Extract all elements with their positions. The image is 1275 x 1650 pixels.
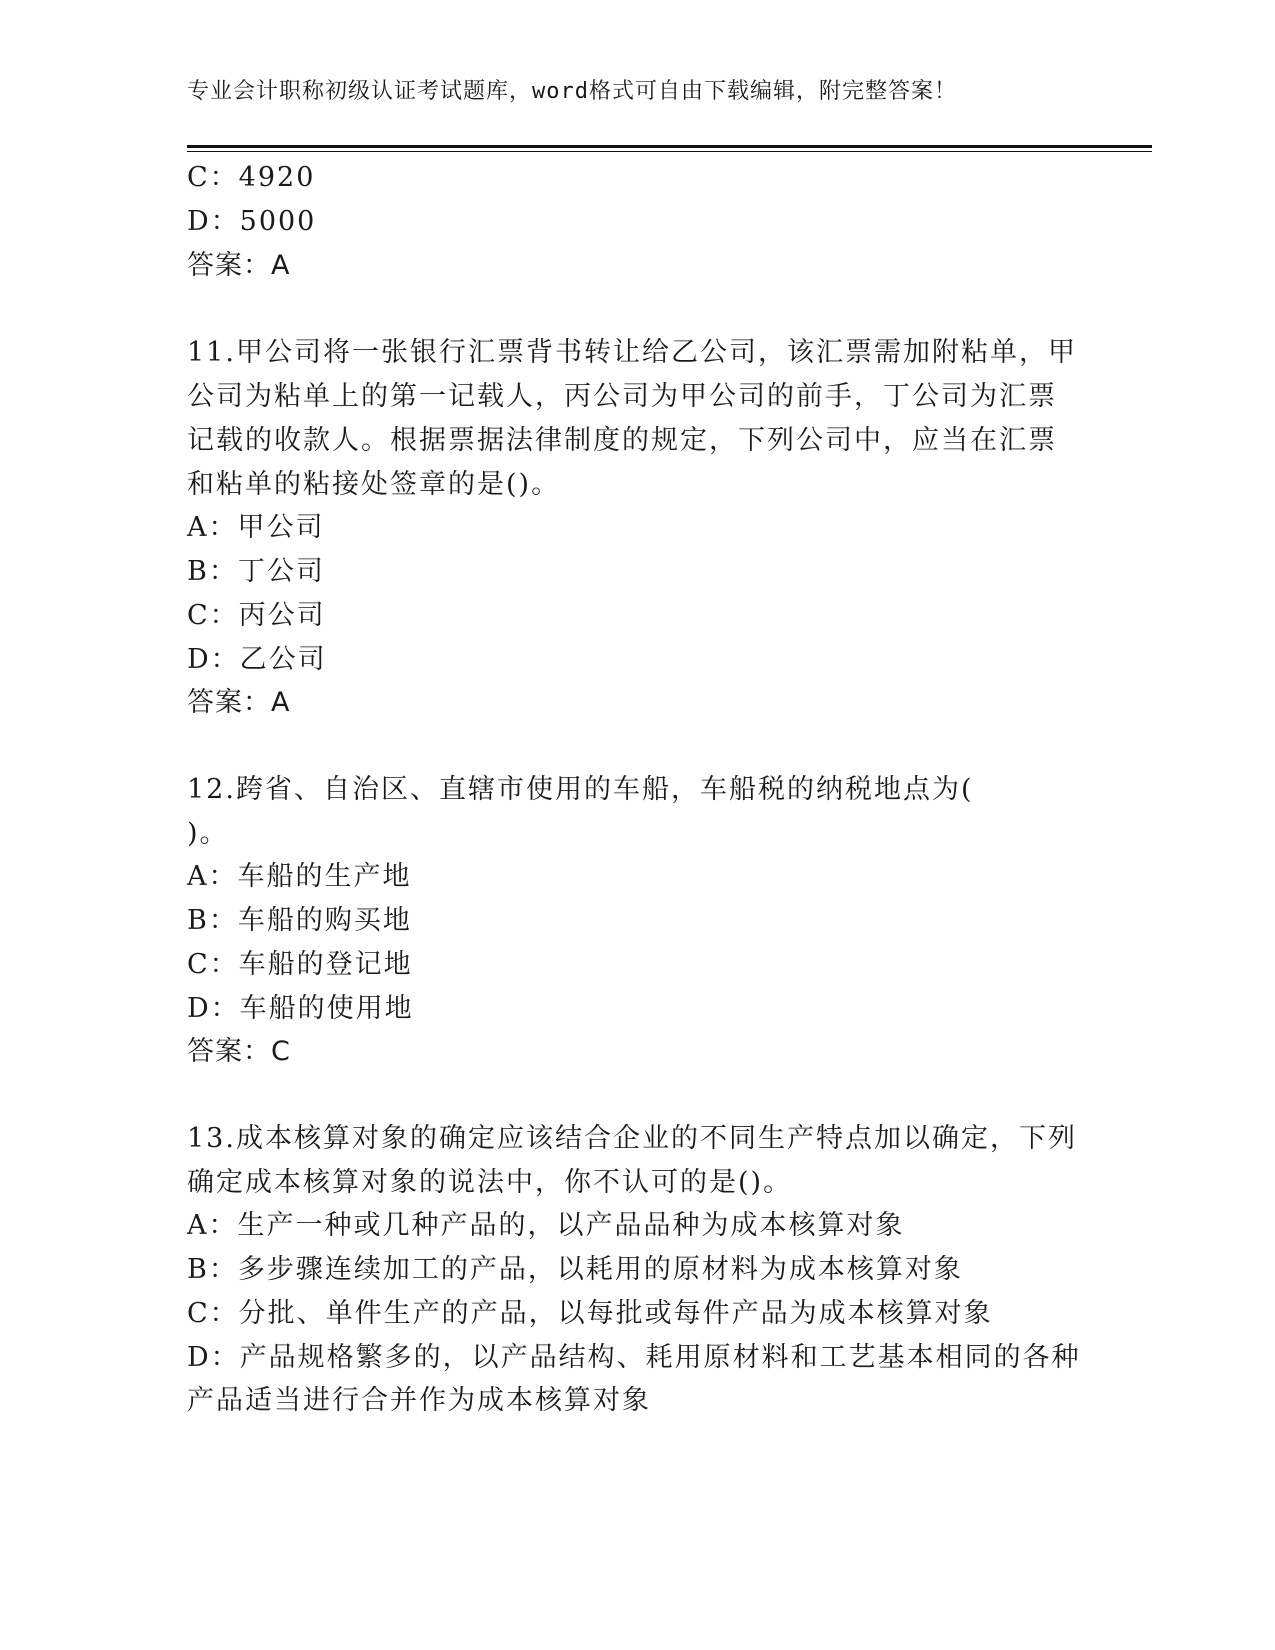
q13-option-d-continued: 产品适当进行合并作为成本核算对象 — [187, 1385, 651, 1416]
prev-answer: 答案：A — [187, 250, 291, 281]
q12-option-a: A：车船的生产地 — [187, 861, 412, 892]
prev-option-c: C：4920 — [187, 162, 316, 193]
q12-stem-line-1: 12.跨省、自治区、直辖市使用的车船，车船税的纳税地点为( — [187, 774, 974, 805]
q13-stem-line-2: 确定成本核算对象的说法中，你不认可的是()。 — [187, 1167, 793, 1198]
q13-option-d: D：产品规格繁多的，以产品结构、耗用原材料和工艺基本相同的各种 — [187, 1342, 1081, 1373]
q12-option-d: D：车船的使用地 — [187, 993, 414, 1024]
q12-stem-line-2: )。 — [187, 818, 229, 849]
prev-option-d: D：5000 — [187, 206, 317, 237]
q12-answer: 答案：C — [187, 1036, 291, 1067]
q13-stem-line-1: 13.成本核算对象的确定应该结合企业的不同生产特点加以确定，下列 — [187, 1123, 1077, 1154]
q11-stem-line-2: 公司为粘单上的第一记载人，丙公司为甲公司的前手，丁公司为汇票 — [187, 381, 1057, 412]
q11-stem-line-3: 记载的收款人。根据票据法律制度的规定，下列公司中，应当在汇票 — [187, 425, 1057, 456]
q13-option-a: A：生产一种或几种产品的，以产品品种为成本核算对象 — [187, 1210, 905, 1241]
q12-option-c: C：车船的登记地 — [187, 949, 413, 980]
q11-stem-line-4: 和粘单的粘接处签章的是()。 — [187, 469, 561, 500]
q13-option-c: C：分批、单件生产的产品，以每批或每件产品为成本核算对象 — [187, 1298, 993, 1329]
q13-option-b: B：多步骤连续加工的产品，以耗用的原材料为成本核算对象 — [187, 1254, 963, 1285]
q11-stem-line-1: 11.甲公司将一张银行汇票背书转让给乙公司，该汇票需加附粘单，甲 — [187, 337, 1077, 368]
q11-option-c: C：丙公司 — [187, 600, 326, 631]
q11-answer: 答案：A — [187, 687, 291, 718]
page-header: 专业会计职称初级认证考试题库，word格式可自由下载编辑，附完整答案！ — [187, 79, 957, 104]
q12-option-b: B：车船的购买地 — [187, 905, 412, 936]
q11-option-b: B：丁公司 — [187, 556, 325, 587]
q11-option-a: A：甲公司 — [187, 512, 325, 543]
q11-option-d: D：乙公司 — [187, 644, 327, 675]
header-rule — [187, 145, 1152, 148]
header-rule-thin — [187, 151, 1152, 152]
